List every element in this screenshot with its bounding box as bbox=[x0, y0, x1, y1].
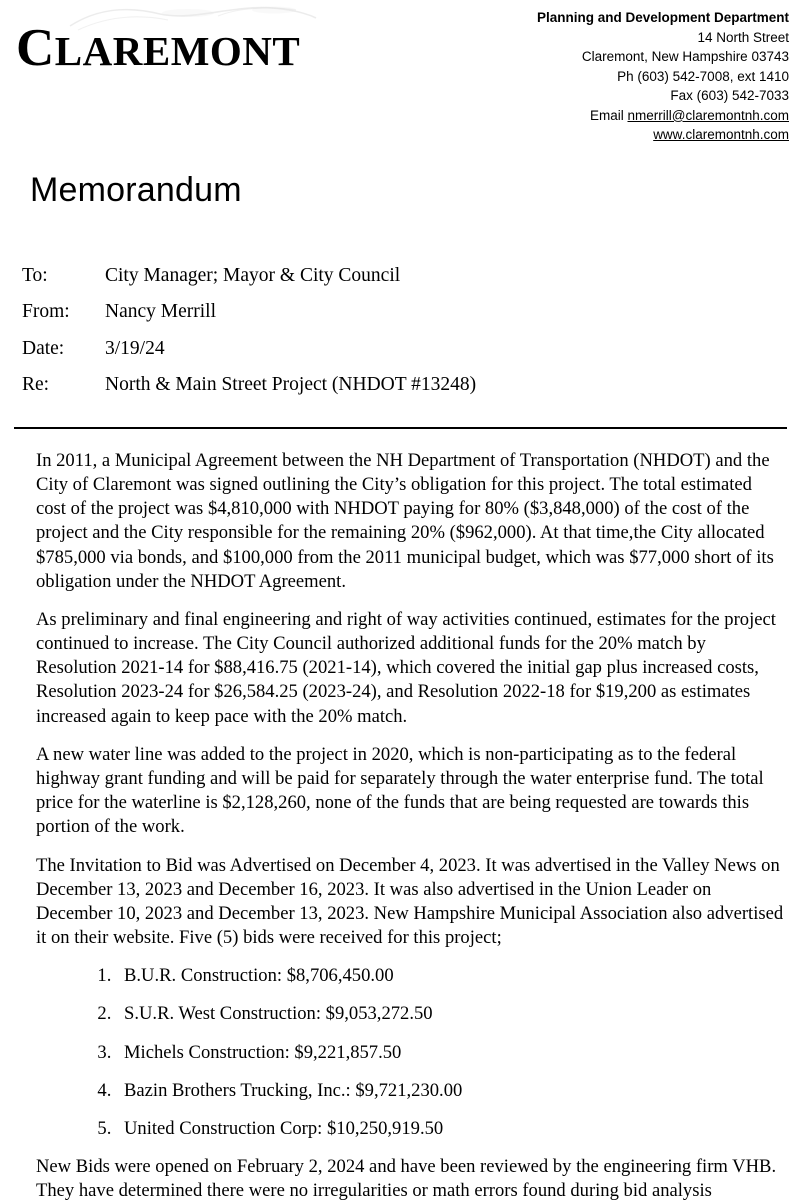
meta-value-re: North & Main Street Project (NHDOT #13248) bbox=[105, 374, 477, 396]
email-label: Email bbox=[589, 107, 624, 123]
department-fax: Fax (603) 542-7033 bbox=[670, 88, 789, 104]
department-name: Planning and Development Department bbox=[536, 10, 789, 25]
meta-row-from bbox=[22, 302, 793, 322]
meta-label-from: From: bbox=[22, 301, 70, 323]
bid-list bbox=[36, 964, 785, 1141]
meta-row-re bbox=[22, 375, 793, 395]
department-address: 14 North Street bbox=[697, 29, 789, 45]
body-paragraph-1: In 2011, a Municipal Agreement between the NH Department of Transportation (NHDOT) and the City of Claremont was signed outlining the City’s obligation for this project. The total estimated cost of the project was $4,810,000 with NHDOT paying for 80% ($3,848,000) of the cost of the project and the City responsible for the remaining 20% ($962,000). At that time,the City allocated $785,000 via bonds, and $100,000 from the 2011 municipal budget, which was $77,000 short of its obligation under the NHDOT Agreement. bbox=[36, 449, 774, 592]
city-logo-block bbox=[8, 6, 338, 75]
email-link[interactable]: nmerrill@claremontnh.com bbox=[627, 107, 789, 123]
list-item: 2. S.U.R. West Construction: $9,053,272.50 bbox=[116, 1002, 785, 1026]
meta-row-date bbox=[22, 339, 793, 359]
list-item: 4. Bazin Brothers Trucking, Inc.: $9,721,230.00 bbox=[116, 1079, 785, 1103]
meta-value-from: Nancy Merrill bbox=[105, 301, 217, 323]
body-paragraph-5: New Bids were opened on February 2, 2024 and have been reviewed by the engineering firm VHB. They have determined there were no irregularities or math errors found during bid analysis bbox=[36, 1156, 777, 1202]
memo-body bbox=[36, 449, 785, 1203]
meta-value-date: 3/19/24 bbox=[105, 337, 165, 359]
meta-value-to: City Manager; Mayor & City Council bbox=[105, 264, 401, 286]
meta-row-to bbox=[22, 266, 793, 286]
department-email-line bbox=[537, 106, 789, 126]
department-website-line bbox=[537, 125, 789, 145]
memo-meta bbox=[22, 266, 793, 395]
city-name-initial: C bbox=[16, 19, 55, 77]
department-contact-block bbox=[537, 6, 793, 145]
body-paragraph-2: As preliminary and final engineering and right of way activities continued, estimates for the project continued to increase. The City Council authorized additional funds for the 20% match by Resolution 2021-14 for $88,416.75 (2021-14), which covered the initial gap plus increased costs, Resolution 2023-24 for $26,584.25 (2023-24), and Resolution 2022-18 for $19,200 as estimates increased again to keep pace with the 20% match. bbox=[36, 608, 776, 727]
list-item: 1. B.U.R. Construction: $8,706,450.00 bbox=[116, 964, 785, 988]
header-divider bbox=[14, 427, 787, 429]
website-link[interactable]: www.claremontnh.com bbox=[653, 127, 789, 143]
document-header bbox=[8, 0, 793, 145]
body-paragraph-3: A new water line was added to the project in 2020, which is non-participating as to the federal highway grant funding and will be paid for separately through the water enterprise fund. The total price for the waterline is $2,128,260, none of the funds that are being requested are towards this portion of the work. bbox=[36, 743, 764, 838]
meta-label-re: Re: bbox=[22, 374, 50, 396]
meta-label-to: To: bbox=[22, 264, 48, 286]
department-phone: Ph (603) 542-7008, ext 1410 bbox=[617, 68, 789, 84]
city-name-wordmark bbox=[16, 19, 338, 77]
meta-label-date: Date: bbox=[22, 337, 65, 359]
body-paragraph-4: The Invitation to Bid was Advertised on December 4, 2023. It was advertised in the Valley News on December 13, 2023 and December 16, 2023. It was also advertised in the Union Leader on December 10, 2023 and December 13, 2023. New Hampshire Municipal Association also advertised it on their website. Five (5) bids were received for this project; bbox=[36, 854, 784, 949]
city-name-rest: LAREMONT bbox=[54, 28, 301, 74]
department-city-state-zip: Claremont, New Hampshire 03743 bbox=[581, 49, 789, 65]
page-title: Memorandum bbox=[30, 170, 242, 209]
list-item: 3. Michels Construction: $9,221,857.50 bbox=[116, 1041, 785, 1065]
list-item: 5. United Construction Corp: $10,250,919.50 bbox=[116, 1117, 785, 1141]
